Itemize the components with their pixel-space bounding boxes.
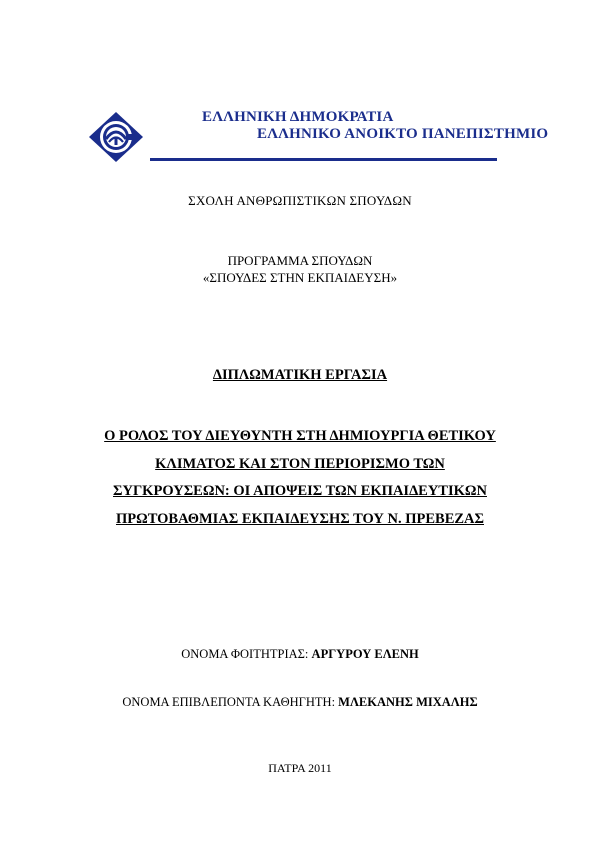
place-and-year: ΠΑΤΡΑ 2011 — [268, 761, 332, 775]
org-name-line1: ΕΛΛΗΝΙΚΗ ΔΗΜΟΚΡΑΤΙΑ — [202, 109, 394, 125]
student-label: ΟΝΟΜΑ ΦΟΙΤΗΤΡΙΑΣ: — [181, 647, 309, 661]
student-name: ΑΡΓΥΡΟΥ ΕΛΕΝΗ — [311, 647, 419, 661]
thesis-title-line: ΠΡΩΤΟΒΑΘΜΙΑΣ ΕΚΠΑΙΔΕΥΣΗΣ ΤΟΥ Ν. ΠΡΕΒΕΖΑΣ — [115, 510, 484, 527]
header — [0, 0, 600, 170]
thesis-title-line: ΣΥΓΚΡΟΥΣΕΩΝ: ΟΙ ΑΠΟΨΕΙΣ ΤΩΝ ΕΚΠΑΙΔΕΥΤΙΚΩΝ — [113, 483, 487, 499]
thesis-title — [0, 423, 600, 533]
org-name-line2: ΕΛΛΗΝΙΚΟ ΑΝΟΙΚΤΟ ΠΑΝΕΠΙΣΤΗΜΙΟ — [257, 126, 549, 142]
program-block — [0, 252, 600, 286]
supervisor-line — [0, 695, 600, 710]
thesis-title-line: ΚΛΙΜΑΤΟΣ ΚΑΙ ΣΤΟΝ ΠΕΡΙΟΡΙΣΜΟ ΤΩΝ — [155, 455, 445, 472]
school-name: ΣΧΟΛΗ ΑΝΘΡΩΠΙΣΤΙΚΩΝ ΣΠΟΥΔΩΝ — [188, 193, 412, 208]
university-emblem-icon — [88, 111, 144, 163]
thesis-type-heading: ΔΙΠΛΩΜΑΤΙΚΗ ΕΡΓΑΣΙΑ — [212, 367, 388, 383]
program-name: «ΣΠΟΥΔΕΣ ΣΤΗΝ ΕΚΠΑΙΔΕΥΣΗ» — [202, 270, 398, 285]
student-line — [0, 647, 600, 662]
program-label: ΠΡΟΓΡΑΜΜΑ ΣΠΟΥΔΩΝ — [227, 253, 373, 268]
supervisor-label: ΟΝΟΜΑ ΕΠΙΒΛΕΠΟΝΤΑ ΚΑΘΗΓΗΤΗ: — [122, 695, 336, 709]
supervisor-name: ΜΛΕΚΑΝΗΣ ΜΙΧΑΛΗΣ — [338, 695, 478, 709]
thesis-title-line: Ο ΡΟΛΟΣ ΤΟΥ ΔΙΕΥΘΥΝΤΗ ΣΤΗ ΔΗΜΙΟΥΡΓΙΑ ΘΕΤΙΚΟΥ — [104, 428, 496, 444]
header-divider — [150, 158, 497, 161]
